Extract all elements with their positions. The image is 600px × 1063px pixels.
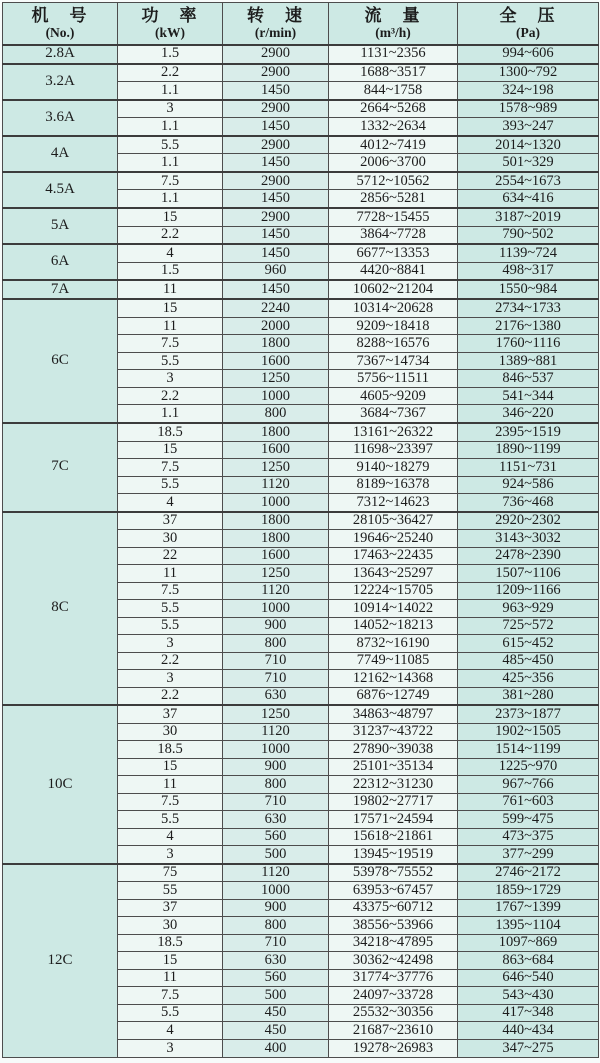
cell-pressure: 541~344: [458, 387, 599, 405]
cell-flow: 4420~8841: [329, 262, 458, 280]
cell-pressure: 994~606: [458, 45, 599, 64]
cell-power: 2.2: [118, 687, 223, 705]
cell-power: 3: [118, 670, 223, 688]
cell-flow: 1131~2356: [329, 45, 458, 64]
cell-flow: 6876~12749: [329, 687, 458, 705]
cell-pressure: 725~572: [458, 617, 599, 635]
cell-flow: 25532~30356: [329, 1004, 458, 1022]
cell-speed: 2900: [223, 64, 329, 82]
cell-speed: 560: [223, 828, 329, 846]
cell-speed: 1000: [223, 741, 329, 759]
cell-power: 4: [118, 1022, 223, 1040]
cell-flow: 22312~31230: [329, 776, 458, 794]
header-speed: [223, 3, 329, 45]
header-power-zh: 功 率: [141, 5, 199, 25]
cell-speed: 450: [223, 1022, 329, 1040]
cell-flow: 3864~7728: [329, 226, 458, 244]
cell-power: 7.5: [118, 793, 223, 811]
cell-speed: 1000: [223, 387, 329, 405]
cell-power: 7.5: [118, 987, 223, 1005]
cell-flow: 53978~75552: [329, 864, 458, 882]
cell-speed: 1000: [223, 494, 329, 512]
cell-speed: 1800: [223, 530, 329, 548]
cell-power: 30: [118, 723, 223, 741]
cell-speed: 630: [223, 687, 329, 705]
cell-speed: 630: [223, 952, 329, 970]
cell-speed: 2900: [223, 100, 329, 118]
cell-speed: 1250: [223, 565, 329, 583]
cell-power: 18.5: [118, 423, 223, 441]
cell-pressure: 498~317: [458, 262, 599, 280]
cell-pressure: 2554~1673: [458, 172, 599, 190]
cell-speed: 1450: [223, 190, 329, 208]
header-row: [3, 3, 599, 45]
cell-model: 10C: [3, 705, 118, 864]
cell-flow: 5712~10562: [329, 172, 458, 190]
cell-power: 30: [118, 917, 223, 935]
cell-pressure: 1760~1116: [458, 335, 599, 353]
cell-power: 15: [118, 299, 223, 317]
cell-speed: 1600: [223, 441, 329, 459]
cell-flow: 43375~60712: [329, 899, 458, 917]
cell-speed: 1450: [223, 244, 329, 262]
cell-pressure: 1514~1199: [458, 741, 599, 759]
cell-pressure: 1151~731: [458, 459, 599, 477]
cell-pressure: 324~198: [458, 82, 599, 100]
cell-pressure: 790~502: [458, 226, 599, 244]
cell-speed: 710: [223, 934, 329, 952]
cell-pressure: 599~475: [458, 811, 599, 829]
cell-power: 7.5: [118, 335, 223, 353]
cell-pressure: 967~766: [458, 776, 599, 794]
cell-power: 15: [118, 758, 223, 776]
cell-power: 11: [118, 317, 223, 335]
cell-power: 3: [118, 846, 223, 864]
cell-pressure: 2395~1519: [458, 423, 599, 441]
cell-power: 75: [118, 864, 223, 882]
cell-pressure: 863~684: [458, 952, 599, 970]
cell-flow: 1332~2634: [329, 118, 458, 136]
cell-power: 2.2: [118, 64, 223, 82]
cell-model: 3.6A: [3, 100, 118, 136]
cell-pressure: 963~929: [458, 600, 599, 618]
cell-power: 2.2: [118, 652, 223, 670]
cell-pressure: 1225~970: [458, 758, 599, 776]
cell-power: 3: [118, 1039, 223, 1057]
cell-pressure: 1890~1199: [458, 441, 599, 459]
cell-speed: 1800: [223, 335, 329, 353]
fan-spec-table: [2, 2, 599, 1058]
cell-flow: 21687~23610: [329, 1022, 458, 1040]
cell-pressure: 736~468: [458, 494, 599, 512]
cell-speed: 800: [223, 917, 329, 935]
cell-pressure: 761~603: [458, 793, 599, 811]
cell-power: 4: [118, 494, 223, 512]
cell-speed: 900: [223, 617, 329, 635]
cell-pressure: 346~220: [458, 405, 599, 423]
cell-model: 4A: [3, 136, 118, 172]
cell-speed: 2900: [223, 208, 329, 226]
cell-power: 7.5: [118, 582, 223, 600]
cell-speed: 450: [223, 1004, 329, 1022]
cell-pressure: 2373~1877: [458, 705, 599, 723]
cell-model: 7C: [3, 423, 118, 512]
cell-model: 5A: [3, 208, 118, 244]
cell-flow: 7312~14623: [329, 494, 458, 512]
cell-pressure: 440~434: [458, 1022, 599, 1040]
cell-speed: 2000: [223, 317, 329, 335]
cell-flow: 12224~15705: [329, 582, 458, 600]
cell-flow: 31237~43722: [329, 723, 458, 741]
cell-pressure: 1578~989: [458, 100, 599, 118]
cell-power: 1.1: [118, 190, 223, 208]
cell-speed: 800: [223, 776, 329, 794]
table-row: [3, 208, 599, 226]
cell-pressure: 2014~1320: [458, 136, 599, 154]
cell-power: 3: [118, 635, 223, 653]
table-row: [3, 512, 599, 530]
cell-speed: 500: [223, 987, 329, 1005]
cell-pressure: 615~452: [458, 635, 599, 653]
table-row: [3, 64, 599, 82]
cell-model: 8C: [3, 512, 118, 706]
header-model-unit: (No.): [45, 24, 75, 40]
table-row: [3, 299, 599, 317]
cell-speed: 710: [223, 670, 329, 688]
cell-model: 2.8A: [3, 45, 118, 64]
cell-flow: 13161~26322: [329, 423, 458, 441]
cell-power: 7.5: [118, 459, 223, 477]
cell-pressure: 425~356: [458, 670, 599, 688]
cell-pressure: 485~450: [458, 652, 599, 670]
cell-power: 1.1: [118, 118, 223, 136]
cell-pressure: 2176~1380: [458, 317, 599, 335]
header-flow-zh: 流 量: [364, 5, 422, 25]
cell-speed: 1800: [223, 512, 329, 530]
cell-power: 1.1: [118, 82, 223, 100]
table-row: [3, 280, 599, 299]
cell-pressure: 417~348: [458, 1004, 599, 1022]
cell-pressure: 2478~2390: [458, 547, 599, 565]
table-body: [3, 45, 599, 1058]
cell-speed: 2900: [223, 45, 329, 64]
cell-flow: 9140~18279: [329, 459, 458, 477]
cell-pressure: 1097~869: [458, 934, 599, 952]
header-speed-zh: 转 速: [247, 5, 304, 25]
cell-flow: 17571~24594: [329, 811, 458, 829]
cell-power: 37: [118, 899, 223, 917]
cell-pressure: 377~299: [458, 846, 599, 864]
table-row: [3, 100, 599, 118]
cell-power: 30: [118, 530, 223, 548]
cell-flow: 8288~16576: [329, 335, 458, 353]
cell-flow: 19802~27717: [329, 793, 458, 811]
cell-speed: 1120: [223, 476, 329, 494]
cell-pressure: 1767~1399: [458, 899, 599, 917]
cell-power: 5.5: [118, 136, 223, 154]
cell-flow: 38556~53966: [329, 917, 458, 935]
table-row: [3, 136, 599, 154]
cell-pressure: 3143~3032: [458, 530, 599, 548]
cell-flow: 10602~21204: [329, 280, 458, 299]
cell-model: 12C: [3, 864, 118, 1058]
cell-speed: 1000: [223, 882, 329, 900]
cell-flow: 34218~47895: [329, 934, 458, 952]
cell-speed: 1000: [223, 600, 329, 618]
cell-pressure: 2746~2172: [458, 864, 599, 882]
cell-pressure: 1902~1505: [458, 723, 599, 741]
cell-flow: 7728~15455: [329, 208, 458, 226]
cell-pressure: 501~329: [458, 154, 599, 172]
cell-speed: 500: [223, 846, 329, 864]
table-row: [3, 45, 599, 64]
cell-flow: 7749~11085: [329, 652, 458, 670]
cell-power: 3: [118, 370, 223, 388]
cell-flow: 11698~23397: [329, 441, 458, 459]
cell-speed: 1600: [223, 352, 329, 370]
cell-power: 7.5: [118, 172, 223, 190]
cell-power: 1.1: [118, 405, 223, 423]
cell-speed: 560: [223, 969, 329, 987]
cell-pressure: 1389~881: [458, 352, 599, 370]
cell-power: 1.5: [118, 45, 223, 64]
table-row: [3, 172, 599, 190]
cell-speed: 710: [223, 652, 329, 670]
cell-speed: 800: [223, 405, 329, 423]
cell-speed: 1250: [223, 370, 329, 388]
cell-speed: 1450: [223, 280, 329, 299]
cell-pressure: 1859~1729: [458, 882, 599, 900]
cell-power: 1.5: [118, 262, 223, 280]
cell-flow: 19278~26983: [329, 1039, 458, 1057]
header-model-zh: 机 号: [31, 5, 89, 25]
header-model: [3, 3, 118, 45]
cell-speed: 800: [223, 635, 329, 653]
cell-flow: 12162~14368: [329, 670, 458, 688]
cell-power: 22: [118, 547, 223, 565]
cell-speed: 1120: [223, 723, 329, 741]
cell-flow: 2664~5268: [329, 100, 458, 118]
cell-pressure: 543~430: [458, 987, 599, 1005]
cell-speed: 1450: [223, 118, 329, 136]
cell-pressure: 1395~1104: [458, 917, 599, 935]
header-pressure-unit: (Pa): [516, 24, 540, 40]
cell-pressure: 473~375: [458, 828, 599, 846]
cell-speed: 900: [223, 758, 329, 776]
cell-model: 4.5A: [3, 172, 118, 208]
cell-flow: 19646~25240: [329, 530, 458, 548]
cell-power: 5.5: [118, 617, 223, 635]
cell-power: 11: [118, 565, 223, 583]
cell-speed: 710: [223, 793, 329, 811]
cell-power: 15: [118, 441, 223, 459]
cell-pressure: 2920~2302: [458, 512, 599, 530]
cell-power: 3: [118, 100, 223, 118]
cell-speed: 1600: [223, 547, 329, 565]
cell-flow: 1688~3517: [329, 64, 458, 82]
cell-flow: 7367~14734: [329, 352, 458, 370]
cell-pressure: 347~275: [458, 1039, 599, 1057]
cell-speed: 960: [223, 262, 329, 280]
cell-pressure: 1507~1106: [458, 565, 599, 583]
cell-power: 2.2: [118, 226, 223, 244]
cell-model: 6C: [3, 299, 118, 423]
cell-power: 18.5: [118, 934, 223, 952]
cell-power: 5.5: [118, 352, 223, 370]
cell-power: 5.5: [118, 811, 223, 829]
cell-pressure: 381~280: [458, 687, 599, 705]
cell-flow: 2006~3700: [329, 154, 458, 172]
cell-flow: 25101~35134: [329, 758, 458, 776]
cell-power: 37: [118, 705, 223, 723]
cell-flow: 4605~9209: [329, 387, 458, 405]
table-header: [3, 3, 599, 45]
cell-speed: 1250: [223, 705, 329, 723]
cell-flow: 4012~7419: [329, 136, 458, 154]
cell-flow: 31774~37776: [329, 969, 458, 987]
cell-flow: 63953~67457: [329, 882, 458, 900]
cell-speed: 1250: [223, 459, 329, 477]
cell-flow: 844~1758: [329, 82, 458, 100]
cell-flow: 8732~16190: [329, 635, 458, 653]
cell-model: 7A: [3, 280, 118, 299]
cell-flow: 9209~18418: [329, 317, 458, 335]
cell-power: 11: [118, 776, 223, 794]
cell-speed: 1120: [223, 864, 329, 882]
table-row: [3, 423, 599, 441]
cell-flow: 30362~42498: [329, 952, 458, 970]
cell-model: 6A: [3, 244, 118, 280]
cell-flow: 14052~18213: [329, 617, 458, 635]
cell-power: 55: [118, 882, 223, 900]
cell-pressure: 3187~2019: [458, 208, 599, 226]
table-row: [3, 705, 599, 723]
table-row: [3, 864, 599, 882]
cell-power: 2.2: [118, 387, 223, 405]
cell-flow: 28105~36427: [329, 512, 458, 530]
cell-flow: 6677~13353: [329, 244, 458, 262]
cell-power: 37: [118, 512, 223, 530]
cell-power: 11: [118, 969, 223, 987]
cell-flow: 13945~19519: [329, 846, 458, 864]
cell-power: 15: [118, 208, 223, 226]
cell-power: 18.5: [118, 741, 223, 759]
header-pressure: [458, 3, 599, 45]
cell-power: 4: [118, 244, 223, 262]
cell-model: 3.2A: [3, 64, 118, 100]
cell-power: 5.5: [118, 1004, 223, 1022]
header-flow-unit: (m³/h): [375, 24, 411, 40]
cell-flow: 8189~16378: [329, 476, 458, 494]
table-row: [3, 244, 599, 262]
cell-pressure: 393~247: [458, 118, 599, 136]
cell-pressure: 924~586: [458, 476, 599, 494]
cell-speed: 1450: [223, 154, 329, 172]
header-power: [118, 3, 223, 45]
cell-speed: 400: [223, 1039, 329, 1057]
cell-speed: 1800: [223, 423, 329, 441]
cell-flow: 17463~22435: [329, 547, 458, 565]
cell-flow: 10914~14022: [329, 600, 458, 618]
cell-power: 5.5: [118, 600, 223, 618]
cell-pressure: 2734~1733: [458, 299, 599, 317]
cell-speed: 1450: [223, 82, 329, 100]
header-flow: [329, 3, 458, 45]
cell-pressure: 1139~724: [458, 244, 599, 262]
cell-flow: 2856~5281: [329, 190, 458, 208]
cell-flow: 15618~21861: [329, 828, 458, 846]
cell-pressure: 646~540: [458, 969, 599, 987]
cell-speed: 900: [223, 899, 329, 917]
cell-flow: 10314~20628: [329, 299, 458, 317]
cell-power: 11: [118, 280, 223, 299]
cell-flow: 3684~7367: [329, 405, 458, 423]
cell-speed: 630: [223, 811, 329, 829]
cell-speed: 2900: [223, 172, 329, 190]
cell-flow: 24097~33728: [329, 987, 458, 1005]
cell-pressure: 634~416: [458, 190, 599, 208]
cell-speed: 1120: [223, 582, 329, 600]
cell-flow: 34863~48797: [329, 705, 458, 723]
cell-flow: 5756~11511: [329, 370, 458, 388]
cell-pressure: 846~537: [458, 370, 599, 388]
cell-power: 5.5: [118, 476, 223, 494]
cell-pressure: 1209~1166: [458, 582, 599, 600]
header-speed-unit: (r/min): [254, 24, 297, 40]
cell-speed: 2240: [223, 299, 329, 317]
header-pressure-zh: 全 压: [499, 5, 557, 25]
cell-pressure: 1300~792: [458, 64, 599, 82]
cell-power: 1.1: [118, 154, 223, 172]
cell-power: 15: [118, 952, 223, 970]
cell-speed: 1450: [223, 226, 329, 244]
cell-pressure: 1550~984: [458, 280, 599, 299]
cell-flow: 13643~25297: [329, 565, 458, 583]
cell-speed: 2900: [223, 136, 329, 154]
header-power-unit: (kW): [155, 24, 185, 40]
cell-flow: 27890~39038: [329, 741, 458, 759]
cell-power: 4: [118, 828, 223, 846]
